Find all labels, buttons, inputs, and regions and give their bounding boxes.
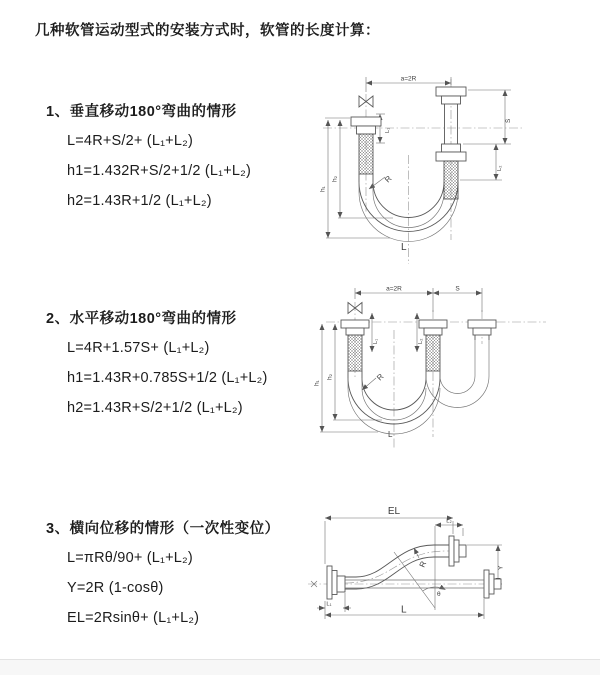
page-bottom-edge <box>0 659 600 675</box>
middle-flange-fitting <box>419 320 447 371</box>
dim-label-y: Y <box>497 565 505 570</box>
length-label: L <box>401 242 407 253</box>
radius-label: R <box>375 371 386 383</box>
dim-label-s: S <box>455 285 460 293</box>
dim-label-s: S <box>505 118 512 123</box>
dimension-lines <box>317 518 502 619</box>
dim-label-a2r: a=2R <box>400 75 417 83</box>
diagram-horizontal-180-bend <box>310 282 597 462</box>
section-1-formula-h2: h2=1.43R+1/2 (L₁+L₂) <box>67 193 212 209</box>
left-flange-fitting <box>327 566 345 599</box>
dim-label-l2: L₂ <box>418 338 424 344</box>
dim-label-h1: h₁ <box>319 186 327 192</box>
left-flange-fitting <box>341 320 369 371</box>
dim-label-l2: L₂ <box>497 165 503 171</box>
braided-hose-section <box>444 161 458 199</box>
section-1-heading: 1、垂直移动180°弯曲的情形 <box>46 104 237 120</box>
dim-label-l1: L₁ <box>385 127 391 133</box>
upper-flange-fitting <box>449 536 466 566</box>
section-2-formula-h2: h2=1.43R+S/2+1/2 (L₁+L₂) <box>67 400 243 416</box>
section-2 <box>46 307 268 423</box>
section-3-heading: 3、横向位移的情形（一次性变位） <box>46 521 280 537</box>
diagram-lateral-displacement <box>298 496 597 654</box>
section-3-formula-length: L=πRθ/90+ (L₁+L₂) <box>67 550 193 566</box>
radius-label: R <box>383 173 394 185</box>
dim-label-h1: h₁ <box>313 380 321 386</box>
dim-label-l1: L₁ <box>373 338 379 344</box>
dim-label-el: EL <box>387 506 401 517</box>
section-1-formula-h1: h1=1.432R+S/2+1/2 (L₁+L₂) <box>67 163 252 179</box>
angle-label: θ <box>437 591 441 598</box>
radius-label: R <box>417 559 429 569</box>
dim-label-h2: h₂ <box>331 175 339 182</box>
right-flange-fitting <box>484 570 501 598</box>
left-flange-fitting <box>351 117 381 174</box>
dim-label-l1: L₁ <box>326 601 332 608</box>
dimension-lines <box>325 77 511 238</box>
centerlines <box>323 79 523 264</box>
section-1-formula-length: L=4R+S/2+ (L₁+L₂) <box>67 133 193 149</box>
dim-label-h2: h₂ <box>326 373 334 380</box>
dim-label-a2r: a=2R <box>386 285 402 293</box>
section-2-heading: 2、水平移动180°弯曲的情形 <box>46 311 237 327</box>
braided-hose-section <box>426 335 440 371</box>
dimension-lines <box>320 285 482 432</box>
section-2-formula-length: L=4R+1.57S+ (L₁+L₂) <box>67 340 210 356</box>
section-3 <box>46 517 280 633</box>
length-label: L <box>388 430 393 439</box>
section-2-formula-h1: h1=1.43R+0.785S+1/2 (L₁+L₂) <box>67 370 268 386</box>
diagram-vertical-180-bend <box>293 70 585 268</box>
braided-hose-section <box>359 134 373 174</box>
section-1 <box>46 100 251 216</box>
page-title: 几种软管运动型式的安装方式时，软管的长度计算： <box>35 23 380 39</box>
braided-hose-section <box>348 335 362 371</box>
section-3-formula-el: EL=2Rsinθ+ (L₁+L₂) <box>67 610 200 626</box>
length-label: L <box>401 604 407 616</box>
section-3-formula-y: Y=2R (1-cosθ) <box>67 580 164 596</box>
dim-label-l2: L₂ <box>446 518 452 525</box>
